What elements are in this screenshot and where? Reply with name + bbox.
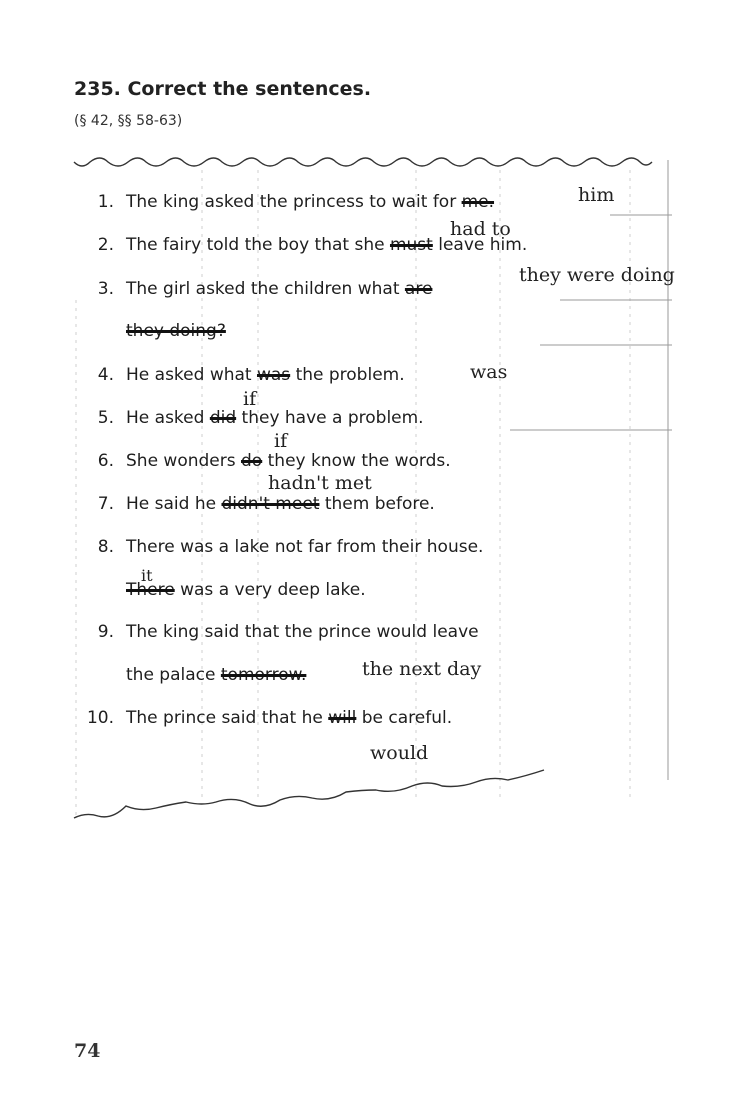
- struck-word: didn't meet: [221, 494, 320, 514]
- struck-word: was: [256, 365, 291, 385]
- exercise-title: 235. Correct the sentences.: [74, 78, 372, 100]
- handwritten-correction-6: if: [274, 430, 288, 452]
- handwritten-correction-7: hadn't met: [268, 472, 372, 494]
- struck-word: did: [209, 408, 237, 428]
- sentence-1: 1. The king asked the princess to wait for me.: [97, 192, 495, 212]
- sentence-9: 9. The king said that the prince would leave: [97, 622, 479, 642]
- sentence-4: 4. He asked what was the problem.: [97, 365, 405, 385]
- struck-phrase: they doing?: [126, 321, 226, 341]
- sentence-9-line-2: the palace tomorrow.: [126, 665, 307, 685]
- handwritten-correction-10: would: [370, 742, 429, 764]
- sentence-8: 8. There was a lake not far from their house.: [97, 537, 484, 557]
- handwritten-correction-8: it: [141, 566, 153, 585]
- grammar-reference: (§ 42, §§ 58-63): [74, 113, 183, 129]
- sentence-3-line-2: [126, 321, 226, 341]
- sentence-2: 2. The fairy told the boy that she must leave him.: [97, 235, 528, 255]
- handwritten-correction-2: had to: [450, 218, 511, 240]
- struck-word: tomorrow.: [220, 665, 307, 685]
- page-number: 74: [74, 1040, 101, 1062]
- sentence-7: 7. He said he didn't meet them before.: [97, 494, 435, 514]
- sentence-6: 6. She wonders do they know the words.: [97, 451, 451, 471]
- handwritten-correction-3: they were doing: [519, 264, 675, 286]
- handwritten-correction-9: the next day: [362, 658, 482, 680]
- struck-word: must: [389, 235, 433, 255]
- sentence-10: 10. The prince said that he will be careful.: [86, 708, 453, 728]
- top-torn-edge: [74, 158, 652, 166]
- struck-word: do: [241, 451, 263, 471]
- sentence-5: 5. He asked did they have a problem.: [97, 408, 424, 428]
- struck-word: There: [126, 580, 175, 600]
- handwritten-correction-4: was: [470, 361, 508, 383]
- sentence-3: 3. The girl asked the children what are: [97, 279, 433, 299]
- struck-word: will: [328, 708, 357, 728]
- handwritten-correction-1: him: [578, 184, 615, 206]
- handwritten-correction-5: if: [243, 388, 257, 410]
- bottom-torn-edge: [74, 770, 544, 818]
- struck-word: me.: [461, 192, 495, 212]
- struck-word: are: [404, 279, 433, 299]
- sentence-8-line-2: There was a very deep lake.: [126, 580, 366, 600]
